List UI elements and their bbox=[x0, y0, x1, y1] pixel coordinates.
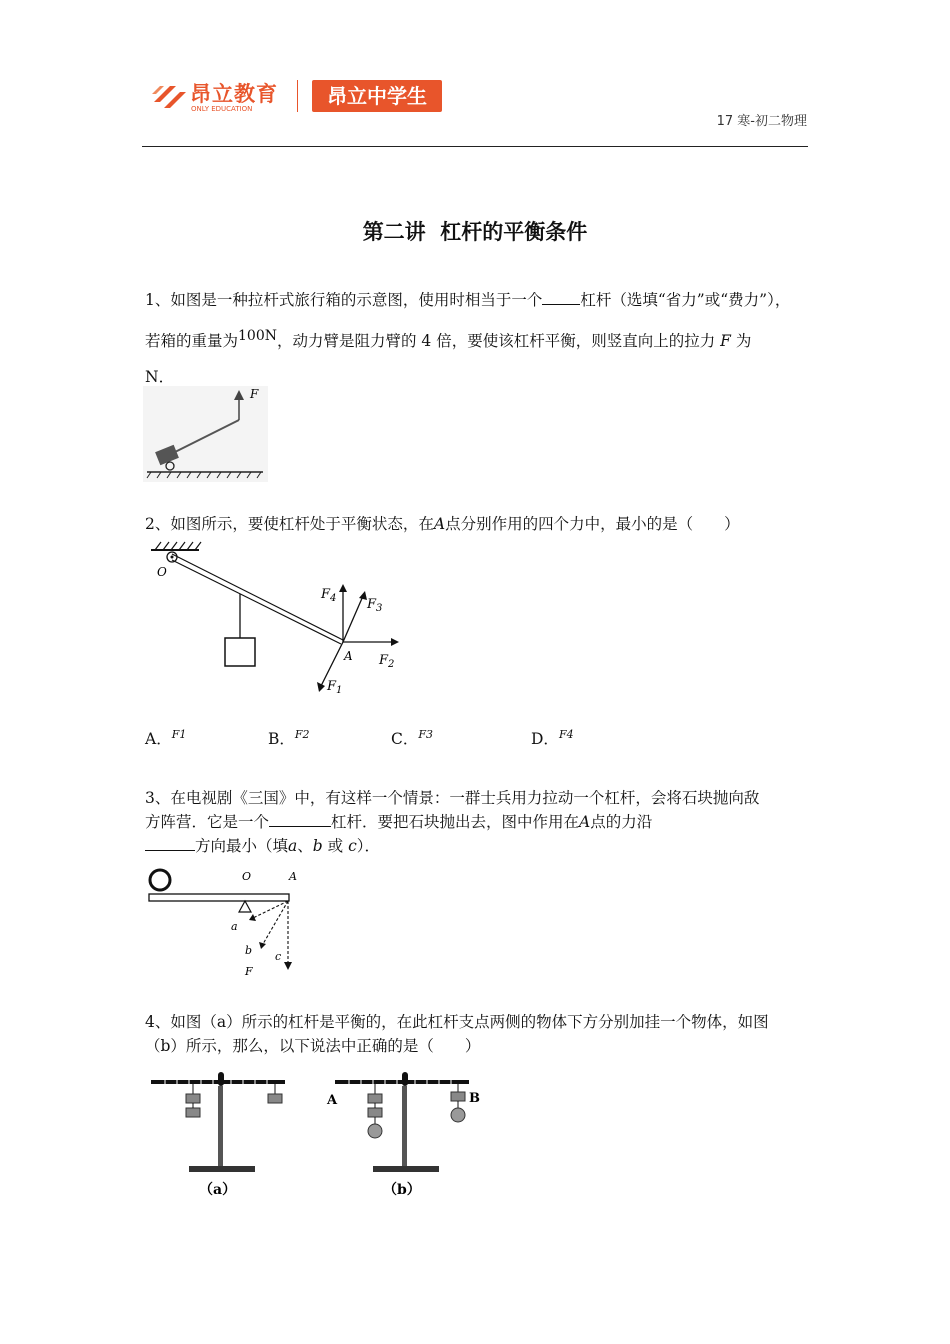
dir-b-label: b bbox=[245, 944, 253, 957]
answer-blank-3a[interactable] bbox=[269, 810, 331, 827]
caption-a: （a） bbox=[199, 1182, 237, 1198]
label-f4: $F_4$ bbox=[321, 587, 337, 604]
option-c[interactable]: C．$^{F3}$ bbox=[391, 727, 434, 748]
caption-b: （b） bbox=[383, 1182, 421, 1198]
label-side-b: B bbox=[469, 1091, 480, 1106]
label-f3-sub: 3 bbox=[376, 603, 383, 614]
option-a[interactable]: A．$^{F1}$ bbox=[145, 727, 187, 748]
page-title: 第二讲 杠杆的平衡条件 bbox=[362, 220, 588, 244]
figure-balance bbox=[145, 1066, 505, 1206]
label-side-a: A bbox=[327, 1093, 338, 1108]
question-4: 4、如图（a）所示的杠杆是平衡的，在此杠杆支点两侧的物体下方分别加挂一个物体，如图 （b）所示，那么，以下说法中正确的是（ ） bbox=[145, 1013, 769, 1055]
point-a-label-3: A bbox=[289, 870, 297, 883]
logo-mark-icon bbox=[150, 80, 190, 114]
dir-a-label: a bbox=[231, 920, 238, 933]
question-1: 1、如图是一种拉杆式旅行箱的示意图，使用时相当于一个 杠杆（选填“省力”或“费力”）， 若箱的重量为$^{100N}$，动力臂是阻力臂的 4 倍，要使该杠杆平衡，则竖直向上的拉力 F 为 N． bbox=[145, 288, 810, 389]
balance-a bbox=[151, 1072, 285, 1172]
question-3: 3、在电视剧《三国》中，有这样一个情景：一群士兵用力拉动一个杠杆，会将石块抛向敌 方阵营．它是一个 杠杆．要把石块抛出去，图中作用在A点的力沿 方向最小（填a、b 或 c）． bbox=[145, 789, 760, 855]
answer-blank-3b[interactable] bbox=[145, 834, 195, 851]
pivot-label: O bbox=[157, 565, 167, 579]
label-f2-sub: 2 bbox=[388, 659, 395, 670]
figure-lever-forces bbox=[145, 540, 415, 700]
figure-suitcase bbox=[143, 386, 268, 482]
badge: 昂立中学生 bbox=[312, 80, 442, 112]
label-f4-sub: 4 bbox=[330, 593, 337, 604]
course-label: 17 寒-初二物理 bbox=[716, 114, 807, 129]
force-label-3: F bbox=[245, 965, 253, 978]
figure-catapult bbox=[145, 864, 315, 980]
point-a-label: A bbox=[344, 649, 353, 663]
force-label: F bbox=[250, 387, 259, 401]
answer-blank[interactable] bbox=[542, 288, 580, 305]
header-rule bbox=[142, 146, 808, 147]
label-f1-sub: 1 bbox=[336, 685, 343, 696]
option-d[interactable]: D．$^{F4}$ bbox=[531, 727, 574, 748]
logo-sub: ONLY EDUCATION bbox=[191, 105, 253, 113]
option-b[interactable]: B．$^{F2}$ bbox=[268, 727, 310, 748]
label-f2: $F_2$ bbox=[379, 653, 395, 670]
logo-divider bbox=[297, 80, 298, 112]
question-2: 2、如图所示，要使杠杆处于平衡状态，在A点分别作用的四个力中，最小的是（ ） bbox=[145, 515, 740, 533]
pivot-label-3: O bbox=[242, 870, 252, 883]
brand-logo bbox=[150, 76, 290, 118]
logo-brand: 昂立教育 bbox=[190, 82, 278, 106]
dir-c-label: c bbox=[275, 950, 282, 963]
balance-b bbox=[335, 1072, 469, 1172]
label-f3: $F_3$ bbox=[367, 597, 383, 614]
label-f1: $F_1$ bbox=[327, 679, 343, 696]
